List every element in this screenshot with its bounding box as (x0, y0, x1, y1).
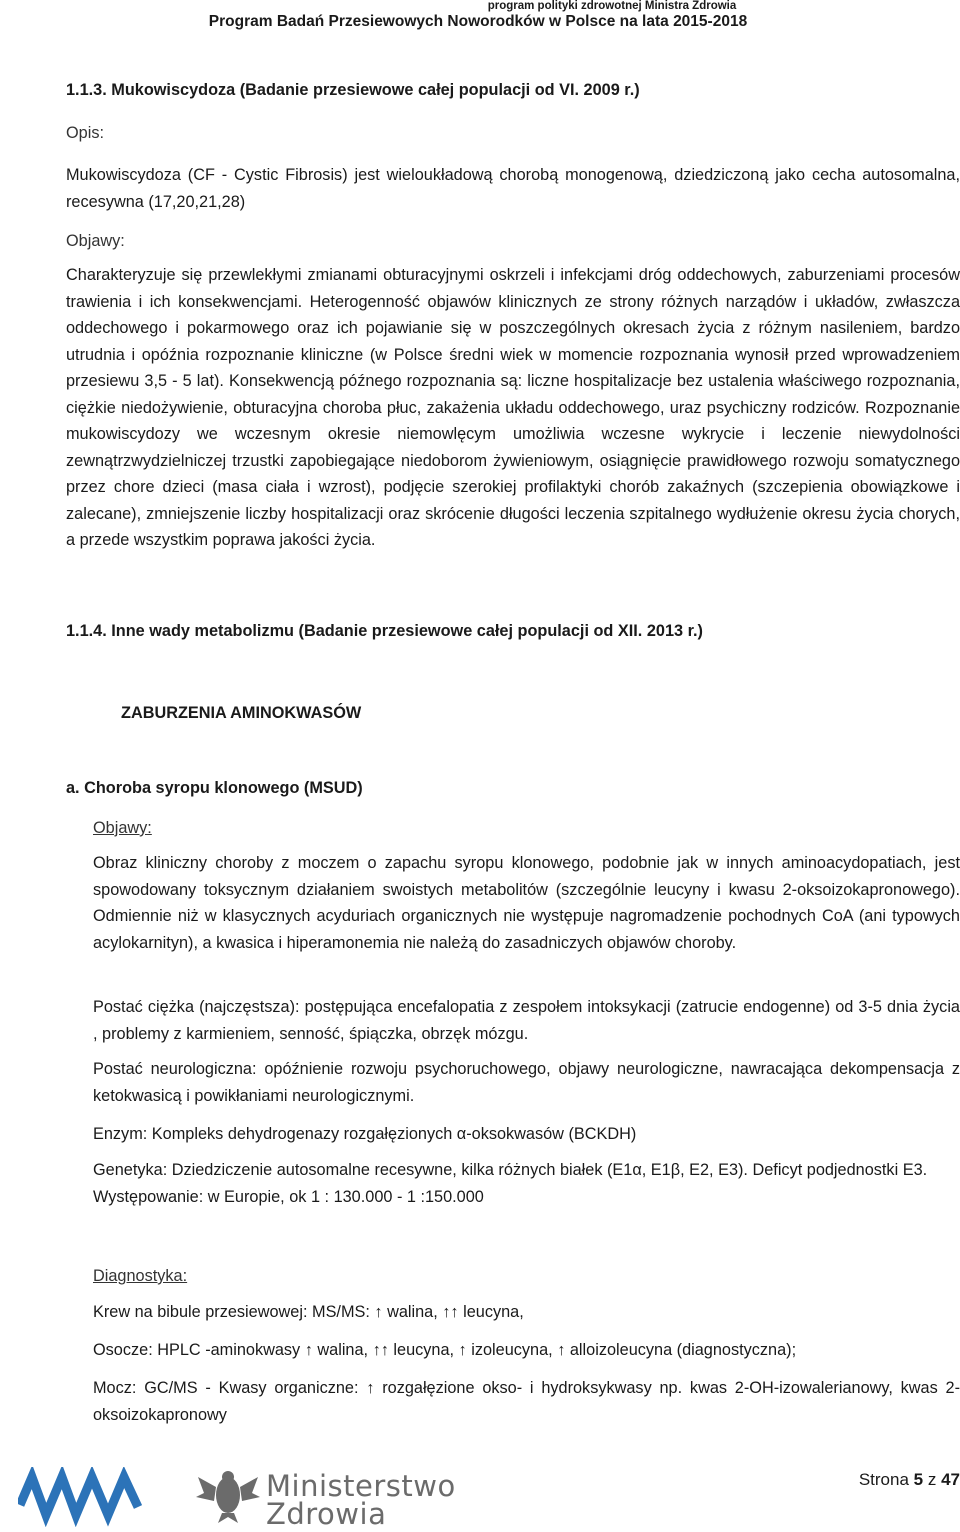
section-114-title: 1.1.4. Inne wady metabolizmu (Badanie przesiewowe całej populacji od XII. 2013 r.) (66, 622, 703, 640)
diagnostyka-label: Diagnostyka: (93, 1267, 188, 1285)
logo-text-line1: Ministerstwo (266, 1469, 456, 1503)
eagle-emblem-icon (196, 1471, 260, 1523)
diagnostyka-krew: Krew na bibule przesiewowej: MS/MS: ↑ walina, ↑↑ leucyna, (93, 1303, 524, 1321)
page-prefix: Strona (858, 1470, 909, 1489)
msud-paragraph-1: Obraz kliniczny choroby z moczem o zapachu syropu klonowego, podobnie jak w innych aminoacydopatiach, jest spowodowany toksycznym działaniem swoistych metabolitów (szczególnie leucyny i kwasu 2-oksoizokapronowego). Odmiennie niż w klasycznych acyduriach organicznych nie występuje nagromadzenie pochodnych CoA (ani typowych acylokarnityn), a kwasica i hiperamonemia nie należą do zasadniczych objawów choroby. (93, 854, 960, 952)
subheading-aminoacids: ZABURZENIA AMINOKWASÓW (121, 704, 362, 722)
page-total: 47 (941, 1470, 960, 1489)
msud-genetyka: Genetyka: Dziedziczenie autosomalne recesywne, kilka różnych białek (E1α, E1β, E2, E3). Deficyt podjednostki E3. Występowanie: w Europie, ok 1 : 130.000 - 1 :150.000 (93, 1161, 928, 1206)
diagnostyka-osocze: Osocze: HPLC -aminokwasy ↑ walina, ↑↑ leucyna, ↑ izoleucyna, ↑ alloizoleucyna (diagnostyczna); (93, 1341, 797, 1359)
objawy-label-113: Objawy: (66, 232, 125, 250)
ministry-logo (18, 1467, 456, 1531)
opis-text: Mukowiscydoza (CF - Cystic Fibrosis) jest wieloukładową chorobą monogenową, dziedziczoną jako cecha autosomalna, recesywna (17,20,21,28) (66, 166, 960, 211)
page-number (840, 1470, 960, 1490)
header-title: Program Badań Przesiewowych Noworodków w Polsce na lata 2015-2018 (208, 13, 748, 30)
opis-label: Opis: (66, 124, 105, 142)
objawy-label-114: Objawy: (93, 819, 152, 837)
msud-paragraph-2: Postać ciężka (najczęstsza): postępująca encefalopatia z zespołem intoksykacji (zatrucie endogenne) od 3-5 dnia życia , problemy z karmieniem, senność, śpiączka, obrzęk mózgu. (93, 998, 960, 1043)
header-program-line: program polityki zdrowotnej Ministra Zdrowia (487, 0, 737, 12)
objawy-text-113: Charakteryzuje się przewlekłymi zmianami obturacyjnymi oskrzeli i infekcjami dróg oddechowych, zaburzeniami procesów trawienia i ich konsekwencjami. Heterogenność objawów klinicznych ze strony różnych narządów i układów, zwłaszcza oddechowego i pokarmowego oraz ich pojawianie się w poszczególnych okresach życia z różnym nasileniem, bardzo utrudnia i opóźnia rozpoznanie kliniczne (w Polsce średni wiek w momencie rozpoznania wynosił przed wprowadzeniem przesiewu 3,5 - 5 lat). Konsekwencją późnego rozpoznania są: liczne hospitalizacje bez ustalenia właściwego rozpoznania, ciężkie niedożywienie, obturacyjna choroba płuc, zakażenia układu oddechowego, uraz psychiczny rodziców. Rozpoznanie mukowiscydozy we wczesnym okresie niemowlęcym umożliwia wczesne wykrycie i leczenie niewydolności zewnątrzwydzielniczej trzustki zapobiegające niedoborom żywieniowym, osiągnięcie prawidłowego rozwoju somatycznego przez chore dzieci (masa ciała i wzrost), podjęcie szerokiej profilaktyki chorób zakaźnych (szczepienia obowiązkowe i zalecane), zmniejszenie liczby hospitalizacji oraz skrócenie długości leczenia szpitalnego wydłużenie okresu życia chorych, a przede wszystkim poprawa jakości życia. (66, 266, 960, 549)
page-sep: z (927, 1470, 937, 1489)
msud-paragraph-3: Postać neurologiczna: opóźnienie rozwoju psychoruchowego, objawy neurologiczne, nawracająca dekompensacja z ketokwasicą i powikłaniami neurologicznymi. (93, 1060, 960, 1105)
item-a-title: a. Choroba syropu klonowego (MSUD) (66, 779, 363, 797)
logo-text-line2: Zdrowia (266, 1497, 387, 1531)
diagnostyka-mocz: Mocz: GC/MS - Kwasy organiczne: ↑ rozgałęzione okso- i hydroksykwasy np. kwas 2-OH-izowalerianowy, kwas 2-oksoizokapronowy (93, 1379, 960, 1424)
page-current: 5 (913, 1470, 924, 1489)
section-113-title: 1.1.3. Mukowiscydoza (Badanie przesiewowe całej populacji od VI. 2009 r.) (66, 81, 640, 99)
msud-enzym: Enzym: Kompleks dehydrogenazy rozgałęzionych α-oksokwasów (BCKDH) (93, 1125, 637, 1143)
